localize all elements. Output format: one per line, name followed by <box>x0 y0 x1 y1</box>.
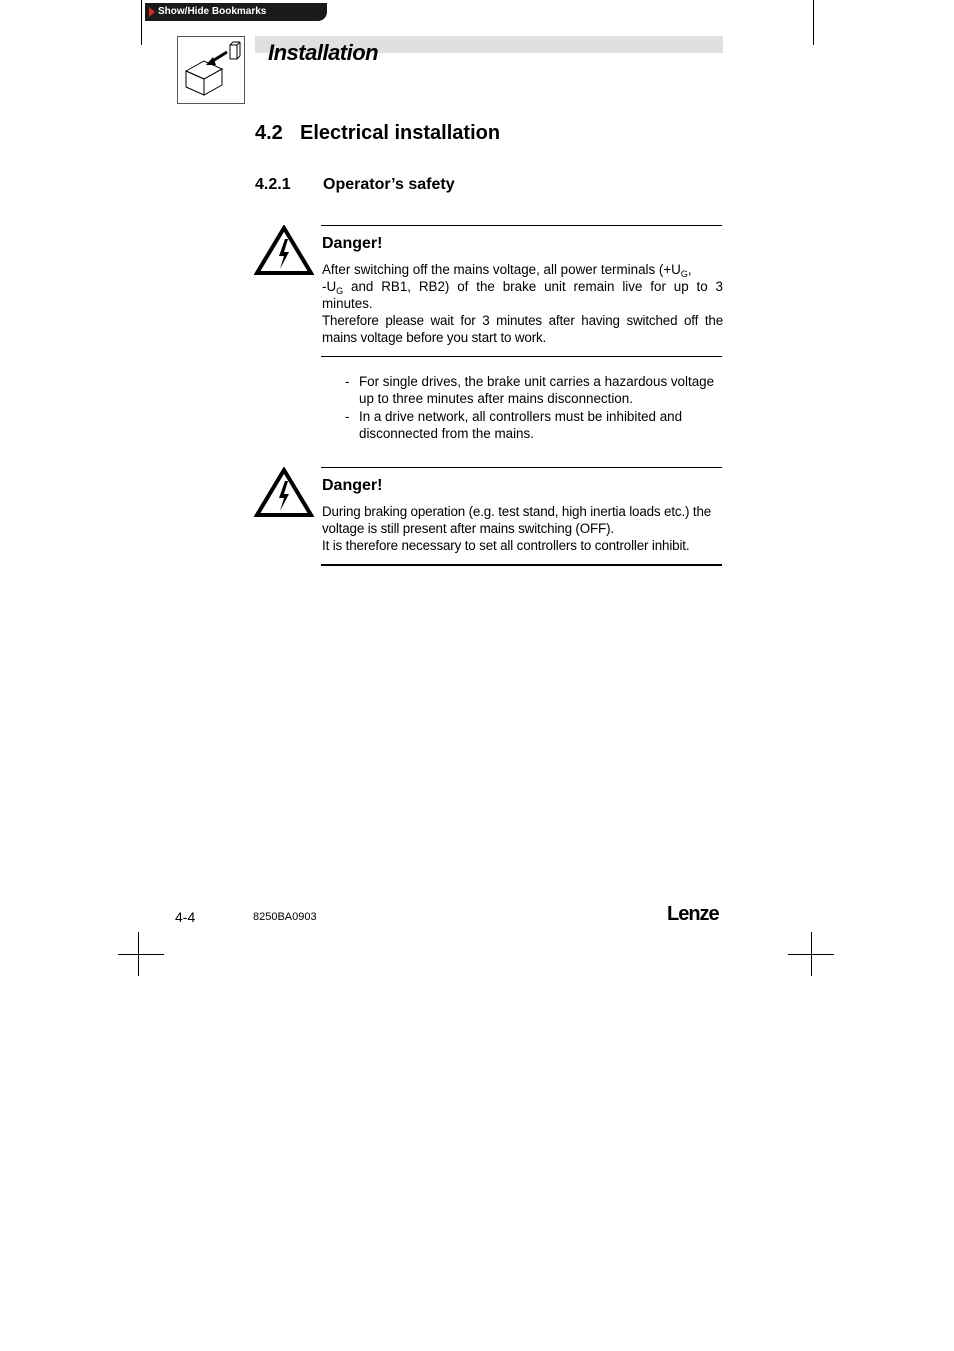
crop-mark <box>141 0 142 45</box>
warning1-line2-start: -U <box>322 279 337 294</box>
danger-text <box>322 503 723 554</box>
subscript: G <box>336 286 344 296</box>
bullet-text: In a drive network, all controllers must be inhibited and disconnected from the mains. <box>359 409 683 441</box>
list-item <box>345 409 725 442</box>
divider <box>321 356 722 357</box>
electrical-hazard-icon <box>254 225 314 277</box>
page-number: 4-4 <box>175 909 196 925</box>
divider <box>321 467 722 468</box>
warning1-line1-end: , <box>687 262 692 277</box>
section-number: 4.2 <box>255 122 283 144</box>
crop-mark <box>118 954 164 955</box>
warning1-line3: Therefore please wait for 3 minutes after having switched off the mains voltage before you start to work. <box>322 313 723 345</box>
crop-mark <box>813 0 814 45</box>
divider <box>321 564 722 566</box>
subsection-number: 4.2.1 <box>255 176 291 193</box>
document-code: 8250BA0903 <box>253 911 317 923</box>
bullet-list <box>345 374 725 444</box>
section-title: Electrical installation <box>300 122 501 144</box>
warning1-line1: After switching off the mains voltage, all power terminals (+U <box>322 262 681 277</box>
danger-title: Danger! <box>322 235 383 252</box>
bookmark-button-label: Show/Hide Bookmarks <box>158 6 267 17</box>
subsection-title: Operator’s safety <box>323 176 455 193</box>
warning2-line1: During braking operation (e.g. test stand, high inertia loads etc.) the voltage is still present after mains switching (OFF). <box>322 504 712 536</box>
crop-mark <box>138 932 139 976</box>
list-item <box>345 374 725 407</box>
electrical-hazard-icon <box>254 467 314 519</box>
section-heading <box>255 122 500 145</box>
warning1-line2: and RB1, RB2) of the brake unit remain live for up to 3 minutes. <box>322 279 723 311</box>
show-hide-bookmarks-button[interactable] <box>145 3 327 21</box>
bullet-text: For single drives, the brake unit carries a hazardous voltage up to three minutes after mains disconnection. <box>359 374 715 406</box>
subsection-heading <box>255 176 455 194</box>
bullet-dash: - <box>345 374 350 389</box>
arrow-right-icon <box>149 7 155 17</box>
chapter-title: Installation <box>268 40 379 65</box>
installation-box-icon <box>177 36 245 104</box>
danger-title: Danger! <box>322 477 383 494</box>
warning2-line2: It is therefore necessary to set all controllers to controller inhibit. <box>322 538 690 553</box>
subscript: G <box>680 269 688 279</box>
bullet-dash: - <box>345 409 350 424</box>
crop-mark <box>811 932 812 976</box>
danger-text <box>322 261 723 346</box>
lenze-logo: Lenze <box>667 903 719 925</box>
divider <box>321 225 722 226</box>
